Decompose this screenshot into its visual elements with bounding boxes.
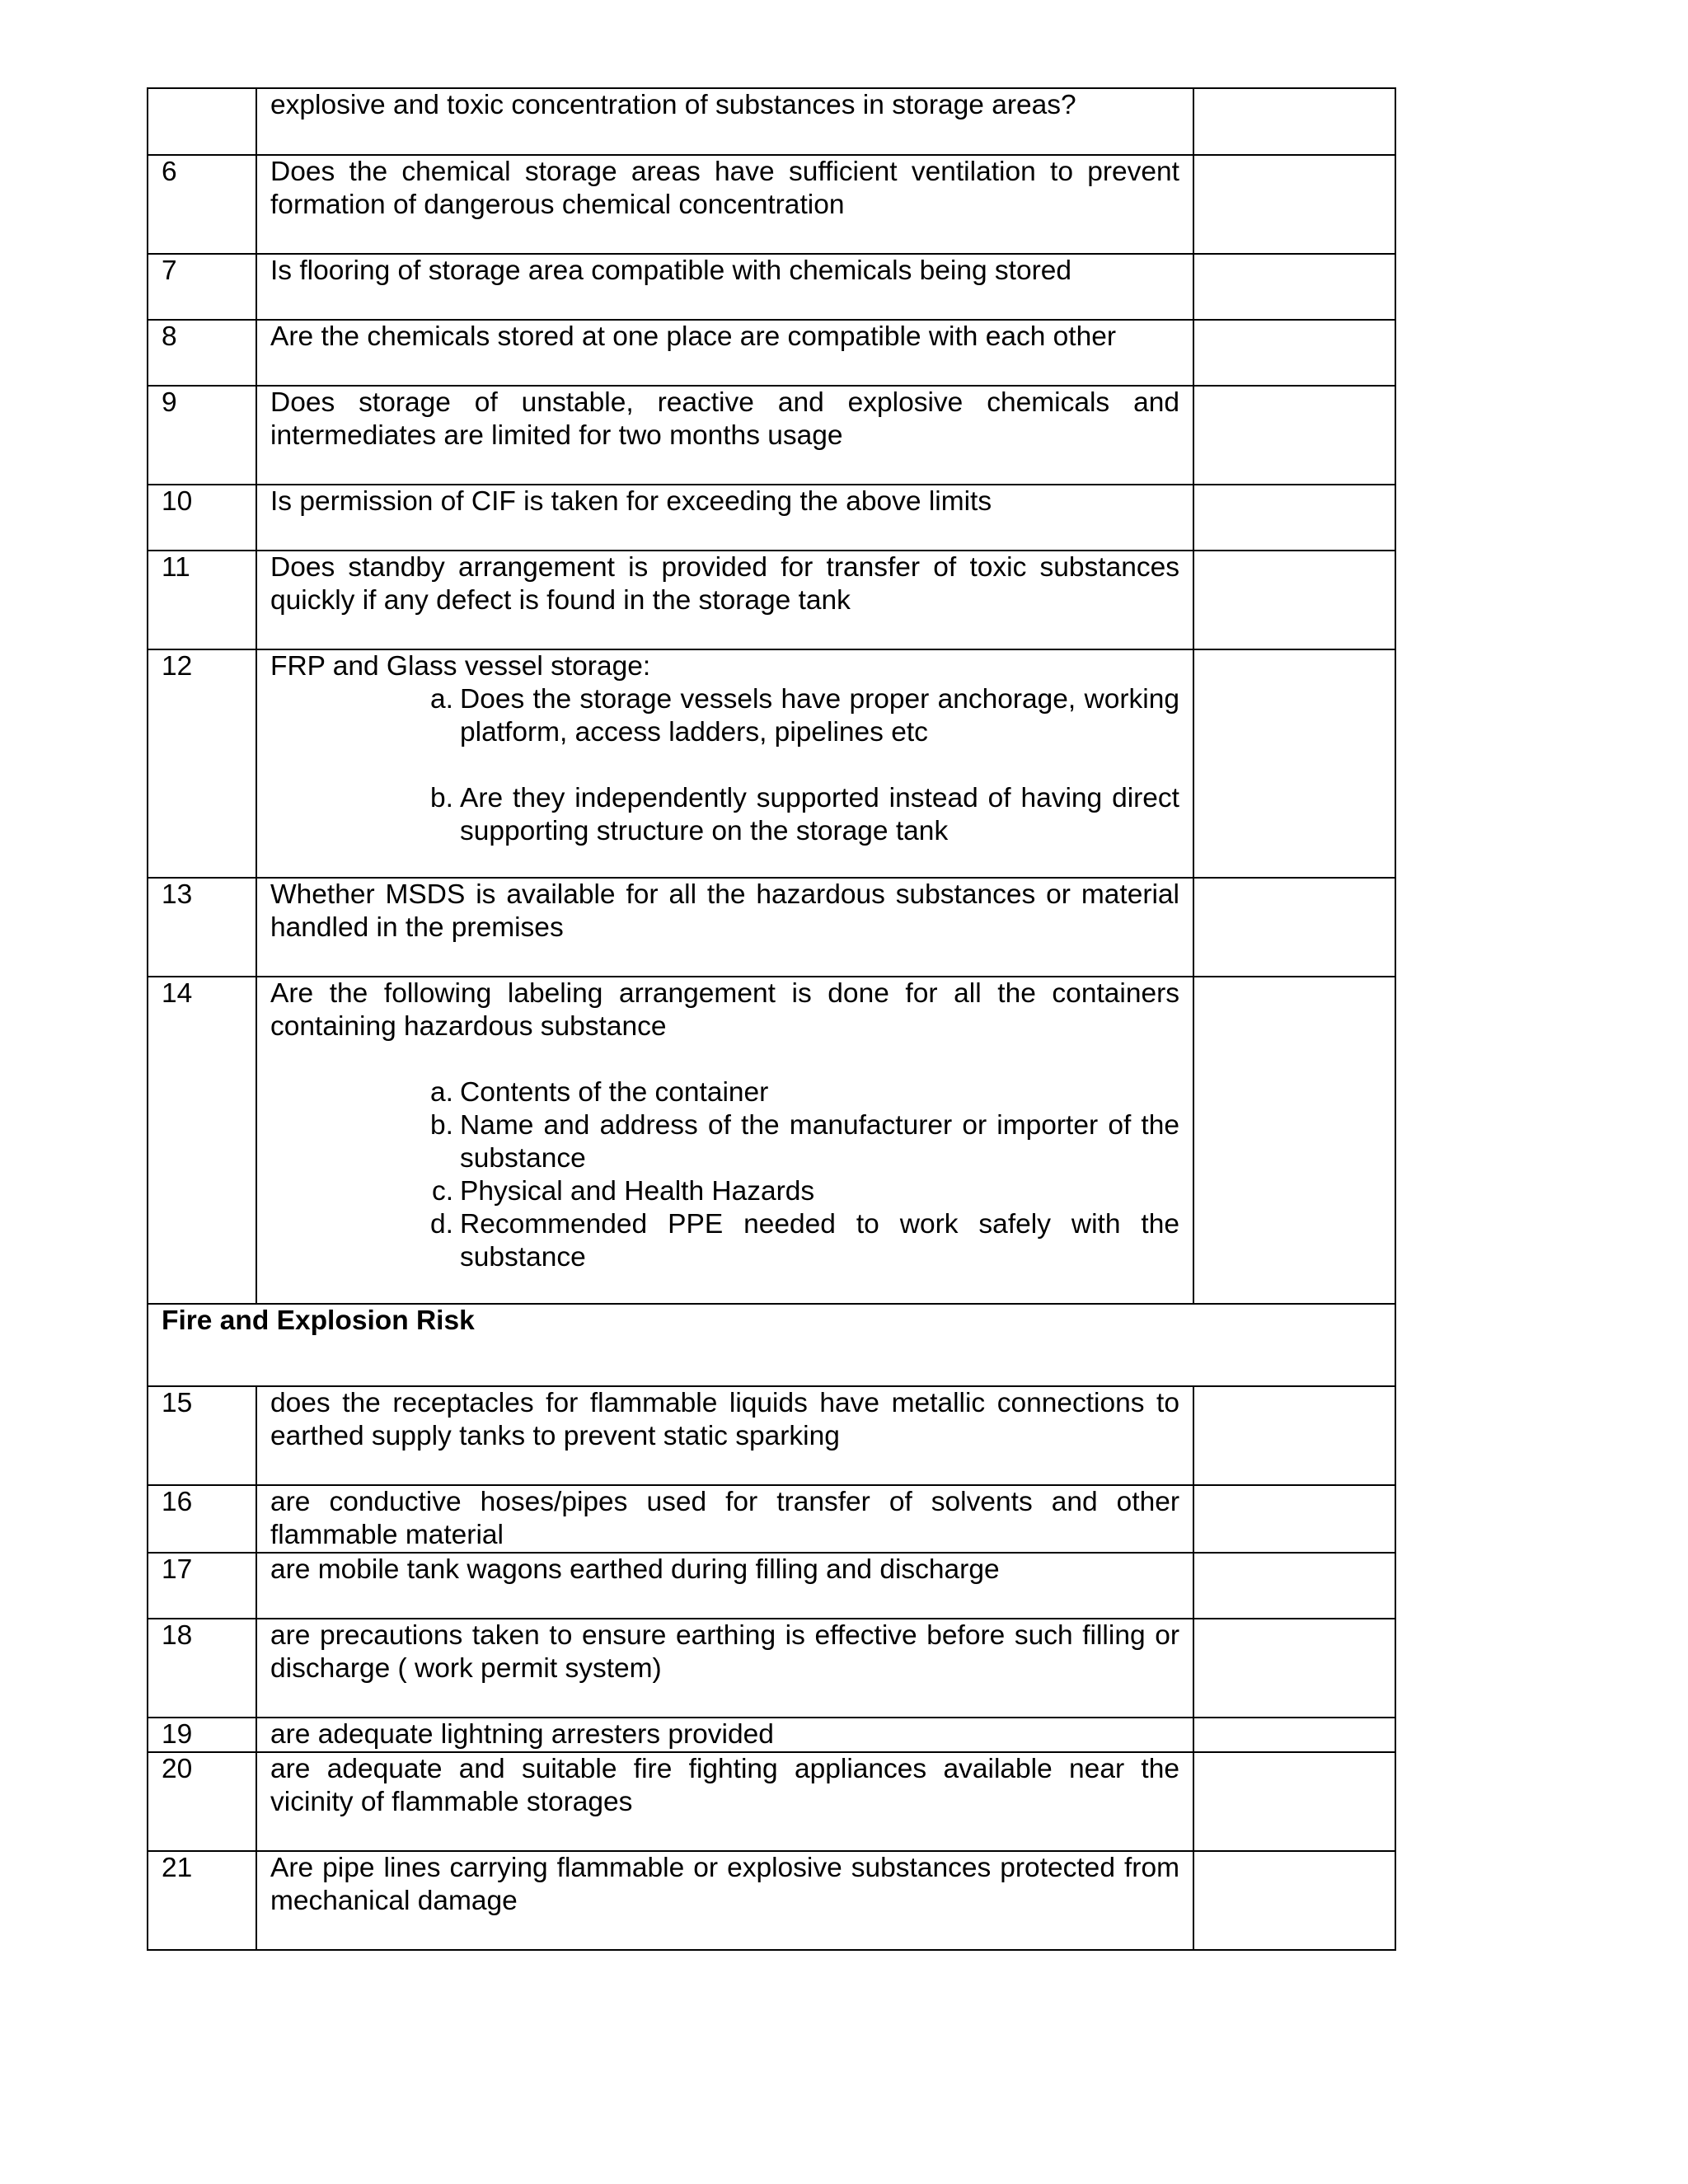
answer-cell [1193, 1485, 1395, 1553]
sub-list-spacer [460, 749, 1179, 782]
table-row [148, 1386, 1395, 1485]
item-question [256, 649, 1193, 878]
answer-cell [1193, 1553, 1395, 1619]
item-question: Does standby arrangement is provided for transfer of toxic substances quickly if any defect is found in the storage tank [256, 551, 1193, 649]
answer-cell [1193, 551, 1395, 649]
answer-cell [1193, 1619, 1395, 1718]
table-row [148, 155, 1395, 254]
item-question: are adequate and suitable fire fighting appliances available near the vicinity of flammable storages [256, 1752, 1193, 1851]
sub-item-marker: a. [430, 1077, 453, 1108]
table-row [148, 485, 1395, 551]
answer-cell [1193, 1386, 1395, 1485]
answer-cell [1193, 1752, 1395, 1851]
item-question-text: Are the following labeling arrangement is done for all the containers containing hazardous substance [270, 978, 1179, 1042]
item-question: Does the chemical storage areas have sufficient ventilation to prevent formation of dangerous chemical concentration [256, 155, 1193, 254]
item-number: 12 [148, 649, 256, 878]
sub-list-item [431, 1175, 1179, 1208]
item-number: 10 [148, 485, 256, 551]
answer-cell [1193, 88, 1395, 155]
checklist-table [147, 87, 1396, 1951]
table-row [148, 1718, 1395, 1752]
item-question: are precautions taken to ensure earthing is effective before such filling or discharge ( work permit system) [256, 1619, 1193, 1718]
table-row [148, 649, 1395, 878]
table-row [148, 1619, 1395, 1718]
item-question: Does storage of unstable, reactive and explosive chemicals and intermediates are limited for two months usage [256, 386, 1193, 485]
item-number: 11 [148, 551, 256, 649]
item-number: 13 [148, 878, 256, 977]
item-number [148, 88, 256, 155]
section-title: Fire and Explosion Risk [148, 1304, 1395, 1386]
table-row [148, 977, 1395, 1304]
item-number: 19 [148, 1718, 256, 1752]
item-question: Is permission of CIF is taken for exceeding the above limits [256, 485, 1193, 551]
answer-cell [1193, 977, 1395, 1304]
item-number: 14 [148, 977, 256, 1304]
item-question: Are the chemicals stored at one place are compatible with each other [256, 320, 1193, 386]
item-question: are conductive hoses/pipes used for transfer of solvents and other flammable material [256, 1485, 1193, 1553]
sub-item-marker: b. [430, 1110, 453, 1141]
item-question: are mobile tank wagons earthed during filling and discharge [256, 1553, 1193, 1619]
item-number: 20 [148, 1752, 256, 1851]
spacer [270, 1043, 1179, 1076]
item-number: 15 [148, 1386, 256, 1485]
answer-cell [1193, 386, 1395, 485]
item-question: Is flooring of storage area compatible with chemicals being stored [256, 254, 1193, 320]
item-number: 8 [148, 320, 256, 386]
table-row [148, 88, 1395, 155]
item-number: 9 [148, 386, 256, 485]
table-row [148, 878, 1395, 977]
sub-list-item [430, 1208, 1179, 1274]
item-number: 21 [148, 1851, 256, 1950]
item-number: 7 [148, 254, 256, 320]
table-row [148, 386, 1395, 485]
item-question: are adequate lightning arresters provided [256, 1718, 1193, 1752]
item-number: 6 [148, 155, 256, 254]
answer-cell [1193, 878, 1395, 977]
sub-item-marker: d. [430, 1209, 453, 1240]
sub-list-item [430, 782, 1179, 848]
sub-item-text: Are they independently supported instead of having direct supporting structure on the storage tank [460, 783, 1179, 846]
item-question [256, 977, 1193, 1304]
answer-cell [1193, 649, 1395, 878]
table-row [148, 1752, 1395, 1851]
sub-item-text: Contents of the container [460, 1077, 769, 1108]
table-row [148, 320, 1395, 386]
sub-list-item [430, 1076, 1179, 1109]
item-number: 18 [148, 1619, 256, 1718]
sub-item-text: Recommended PPE needed to work safely with the substance [460, 1209, 1179, 1272]
table-row [148, 1553, 1395, 1619]
sub-item-marker: a. [430, 684, 453, 715]
answer-cell [1193, 254, 1395, 320]
answer-cell [1193, 1851, 1395, 1950]
answer-cell [1193, 155, 1395, 254]
sub-list [270, 1076, 1179, 1274]
answer-cell [1193, 320, 1395, 386]
sub-item-marker: c. [431, 1176, 453, 1207]
table-row [148, 254, 1395, 320]
sub-list-item [430, 1109, 1179, 1175]
table-row [148, 551, 1395, 649]
item-number: 16 [148, 1485, 256, 1553]
sub-item-text: Physical and Health Hazards [460, 1176, 815, 1207]
answer-cell [1193, 485, 1395, 551]
answer-cell [1193, 1718, 1395, 1752]
sub-item-text: Name and address of the manufacturer or importer of the substance [460, 1110, 1179, 1174]
item-question: Whether MSDS is available for all the hazardous substances or material handled in the premises [256, 878, 1193, 977]
item-question-text: FRP and Glass vessel storage: [270, 651, 651, 682]
item-number: 17 [148, 1553, 256, 1619]
sub-item-text: Does the storage vessels have proper anchorage, working platform, access ladders, pipelines etc [460, 684, 1179, 748]
section-row [148, 1304, 1395, 1386]
table-row [148, 1485, 1395, 1553]
table-row [148, 1851, 1395, 1950]
sub-item-marker: b. [430, 783, 453, 813]
sub-list-item [430, 683, 1179, 749]
item-question: does the receptacles for flammable liquids have metallic connections to earthed supply tanks to prevent static sparking [256, 1386, 1193, 1485]
sub-list [270, 683, 1179, 848]
item-question: Are pipe lines carrying flammable or explosive substances protected from mechanical damage [256, 1851, 1193, 1950]
item-question: explosive and toxic concentration of substances in storage areas? [256, 88, 1193, 155]
